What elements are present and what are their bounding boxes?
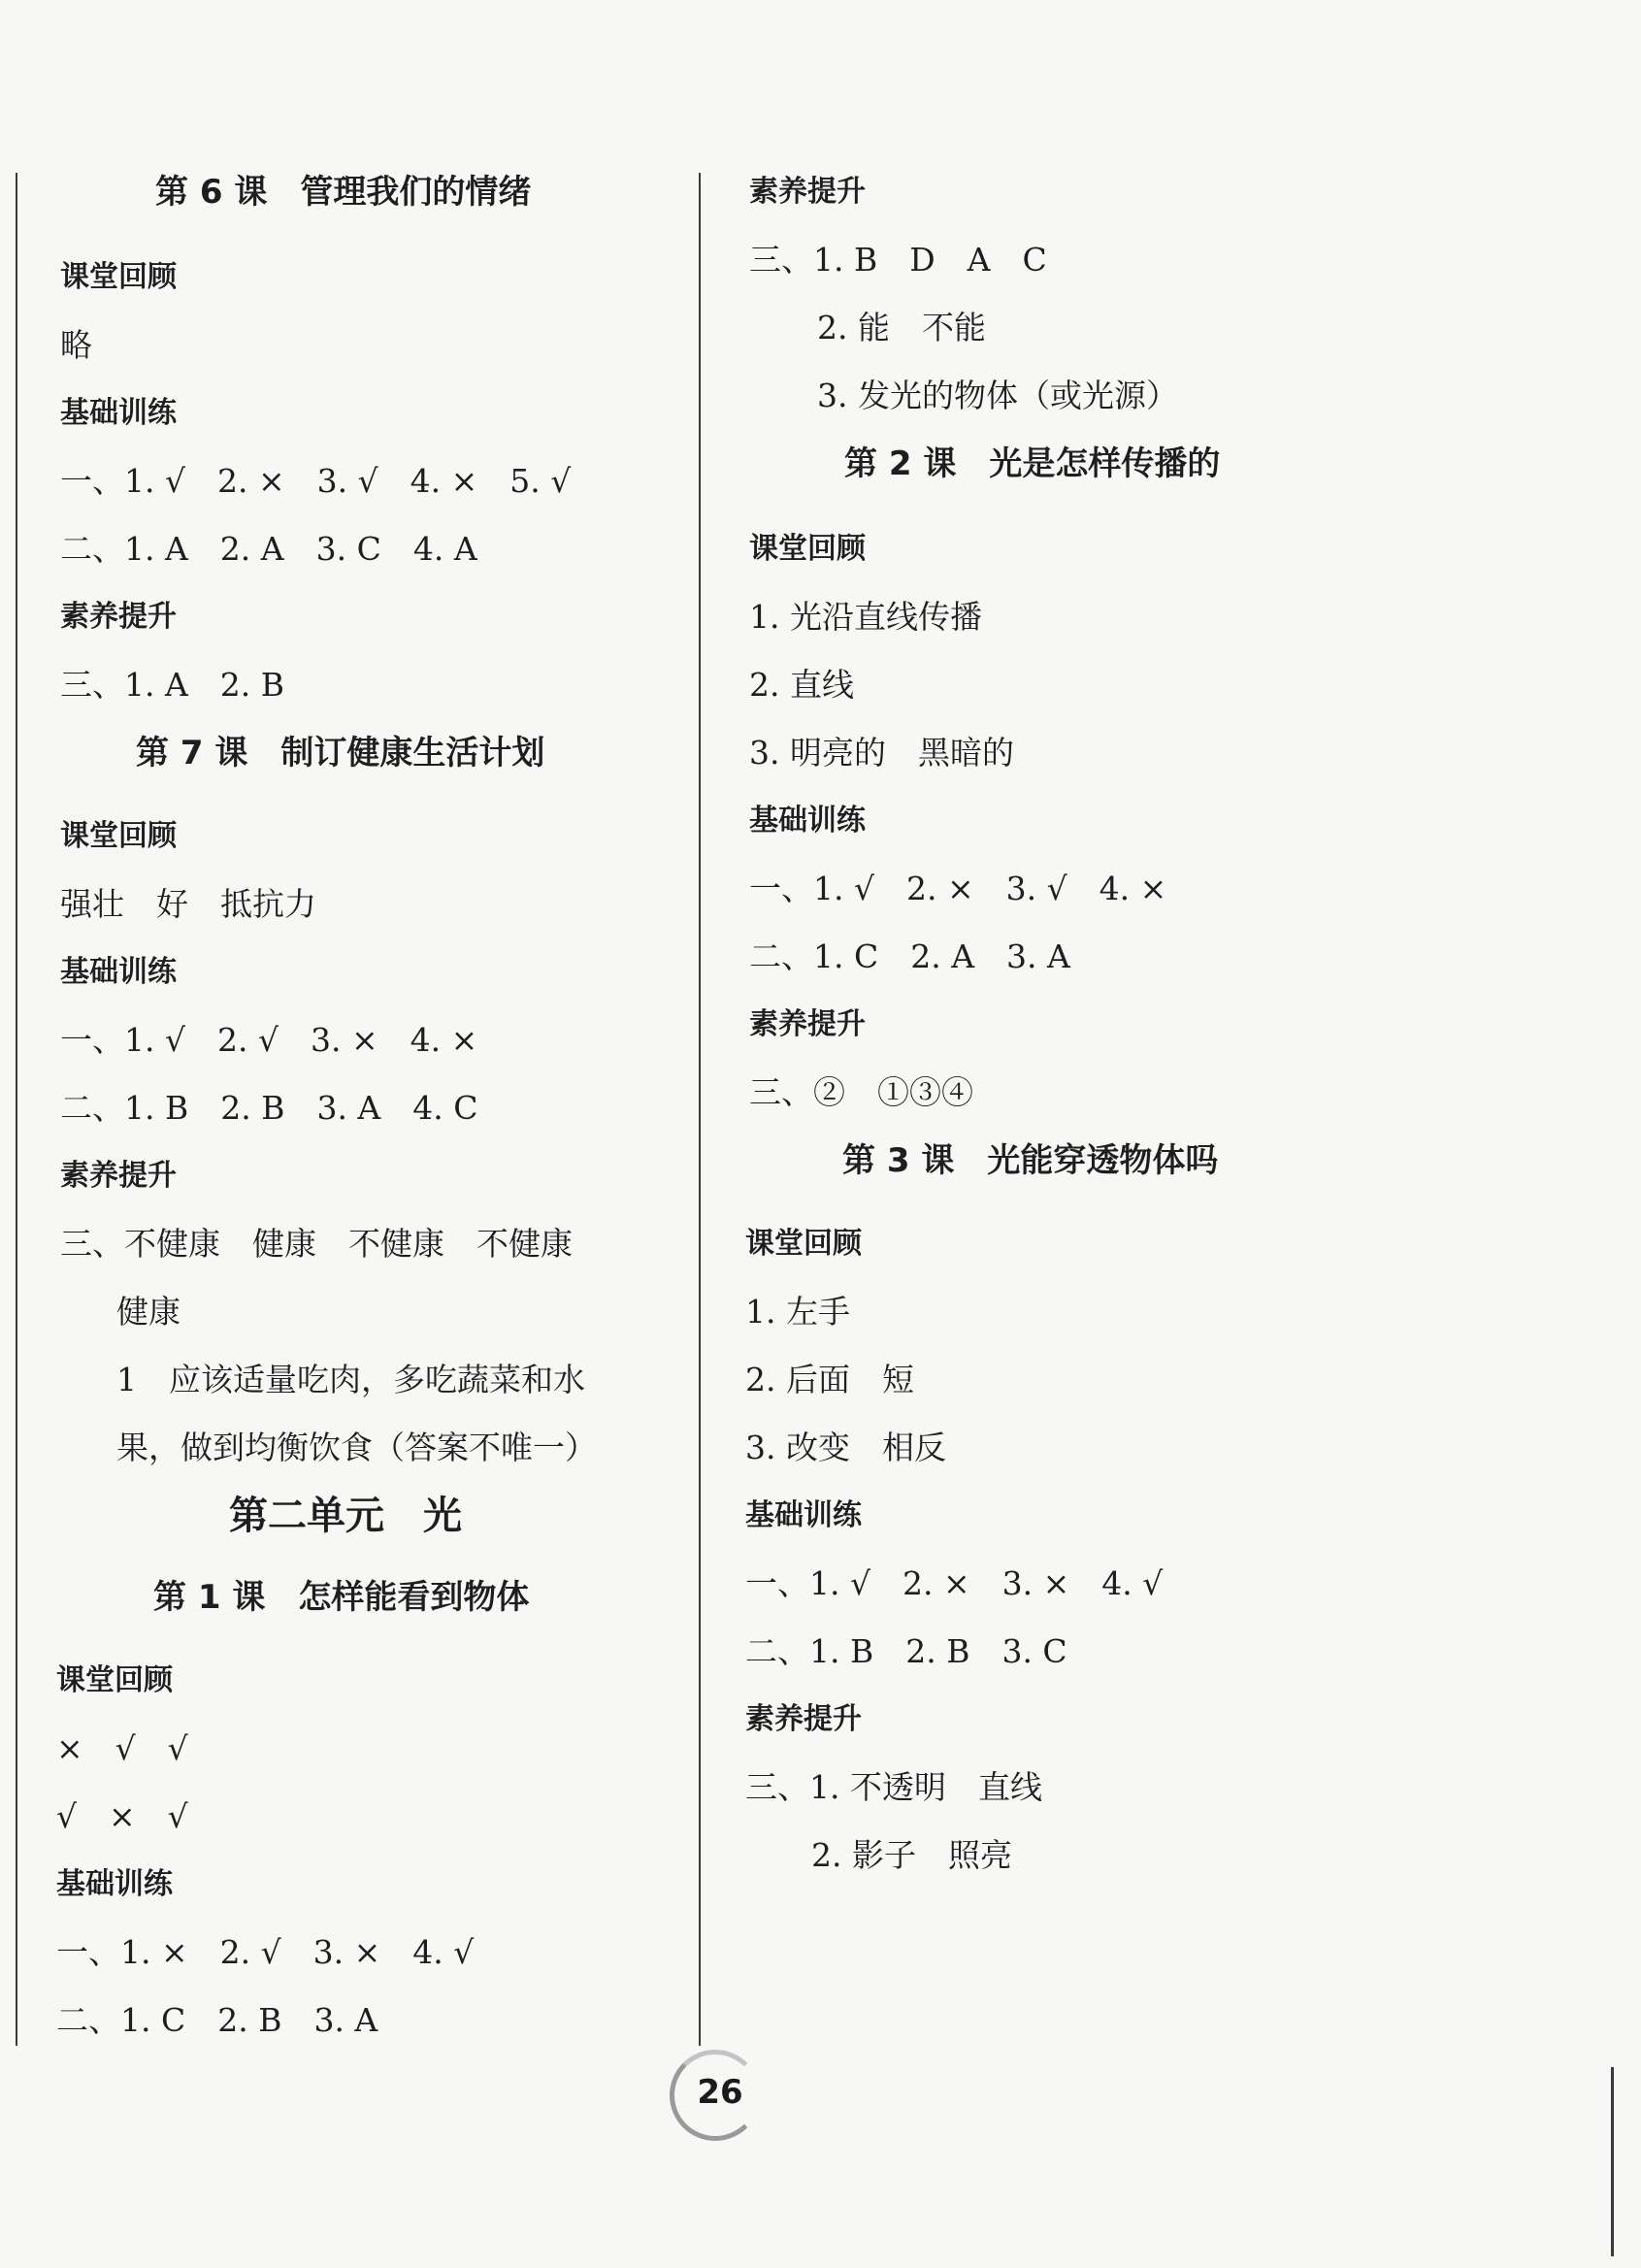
answer-line: 略 <box>60 326 92 364</box>
answer-line: 一、1. √ 2. √ 3. × 4. × <box>60 1021 478 1059</box>
answer-line: 二、1. B 2. B 3. C <box>745 1632 1067 1670</box>
section-label: 课堂回顾 <box>745 1227 862 1261</box>
section-label: 素养提升 <box>749 1007 866 1041</box>
answer-line: 三、不健康 健康 不健康 不健康 <box>60 1225 573 1263</box>
section-label: 课堂回顾 <box>56 1663 173 1697</box>
answer-line: 2. 影子 照亮 <box>811 1836 1012 1874</box>
column-divider <box>699 173 701 2046</box>
page-number: 26 <box>697 2073 743 2112</box>
answer-line: 三、1. B D A C <box>749 241 1047 279</box>
lesson-heading: 第 3 课 光能穿透物体吗 <box>842 1141 1219 1180</box>
answer-line: 2. 能 不能 <box>817 309 986 346</box>
section-label: 素养提升 <box>749 175 866 209</box>
answer-line: 一、1. √ 2. × 3. × 4. √ <box>745 1564 1164 1602</box>
section-label: 基础训练 <box>60 396 177 430</box>
lesson-heading: 第 6 课 管理我们的情绪 <box>155 173 532 212</box>
section-label: 素养提升 <box>60 600 177 634</box>
answer-line: 2. 直线 <box>749 666 854 704</box>
answer-line: √ × √ <box>56 1797 188 1835</box>
answer-line: 2. 后面 短 <box>745 1361 914 1398</box>
left-margin-rule <box>16 173 17 2046</box>
unit-heading: 第二单元 光 <box>229 1494 462 1538</box>
answer-line: 1. 光沿直线传播 <box>749 598 982 636</box>
answer-line: 一、1. √ 2. × 3. √ 4. × <box>749 870 1167 907</box>
answer-line: 三、1. 不透明 直线 <box>745 1768 1042 1806</box>
answer-line: 健康 <box>116 1293 181 1331</box>
answer-line: 果，做到均衡饮食（答案不唯一） <box>116 1429 597 1466</box>
answer-line: 一、1. × 2. √ 3. × 4. √ <box>56 1933 475 1971</box>
section-label: 素养提升 <box>745 1702 862 1736</box>
section-label: 课堂回顾 <box>749 532 866 566</box>
section-label: 基础训练 <box>745 1498 862 1532</box>
answer-line: 二、1. B 2. B 3. A 4. C <box>60 1089 478 1127</box>
answer-line: 二、1. A 2. A 3. C 4. A <box>60 530 477 568</box>
section-label: 基础训练 <box>60 955 177 989</box>
lesson-heading: 第 7 课 制订健康生活计划 <box>136 734 545 772</box>
answer-line: 三、1. A 2. B <box>60 666 285 704</box>
answer-line: 3. 明亮的 黑暗的 <box>749 734 1014 772</box>
right-margin-rule <box>1611 2067 1614 2256</box>
answer-line: 三、② ①③④ <box>749 1073 973 1111</box>
answer-line: 二、1. C 2. B 3. A <box>56 2001 378 2039</box>
answer-line: × √ √ <box>56 1729 188 1767</box>
lesson-heading: 第 2 课 光是怎样传播的 <box>844 444 1221 483</box>
answer-line: 强壮 好 抵抗力 <box>60 885 316 923</box>
answer-line: 1. 左手 <box>745 1293 850 1331</box>
lesson-heading: 第 1 课 怎样能看到物体 <box>153 1578 530 1617</box>
answer-line: 3. 改变 相反 <box>745 1429 946 1466</box>
section-label: 课堂回顾 <box>60 819 177 853</box>
answer-line: 3. 发光的物体（或光源） <box>817 377 1178 414</box>
section-label: 课堂回顾 <box>60 260 177 294</box>
section-label: 基础训练 <box>56 1867 173 1901</box>
answer-line: 一、1. √ 2. × 3. √ 4. × 5. √ <box>60 462 572 500</box>
section-label: 素养提升 <box>60 1159 177 1193</box>
section-label: 基础训练 <box>749 804 866 838</box>
answer-line: 二、1. C 2. A 3. A <box>749 937 1070 975</box>
answer-line: 1 应该适量吃肉，多吃蔬菜和水 <box>116 1361 585 1398</box>
